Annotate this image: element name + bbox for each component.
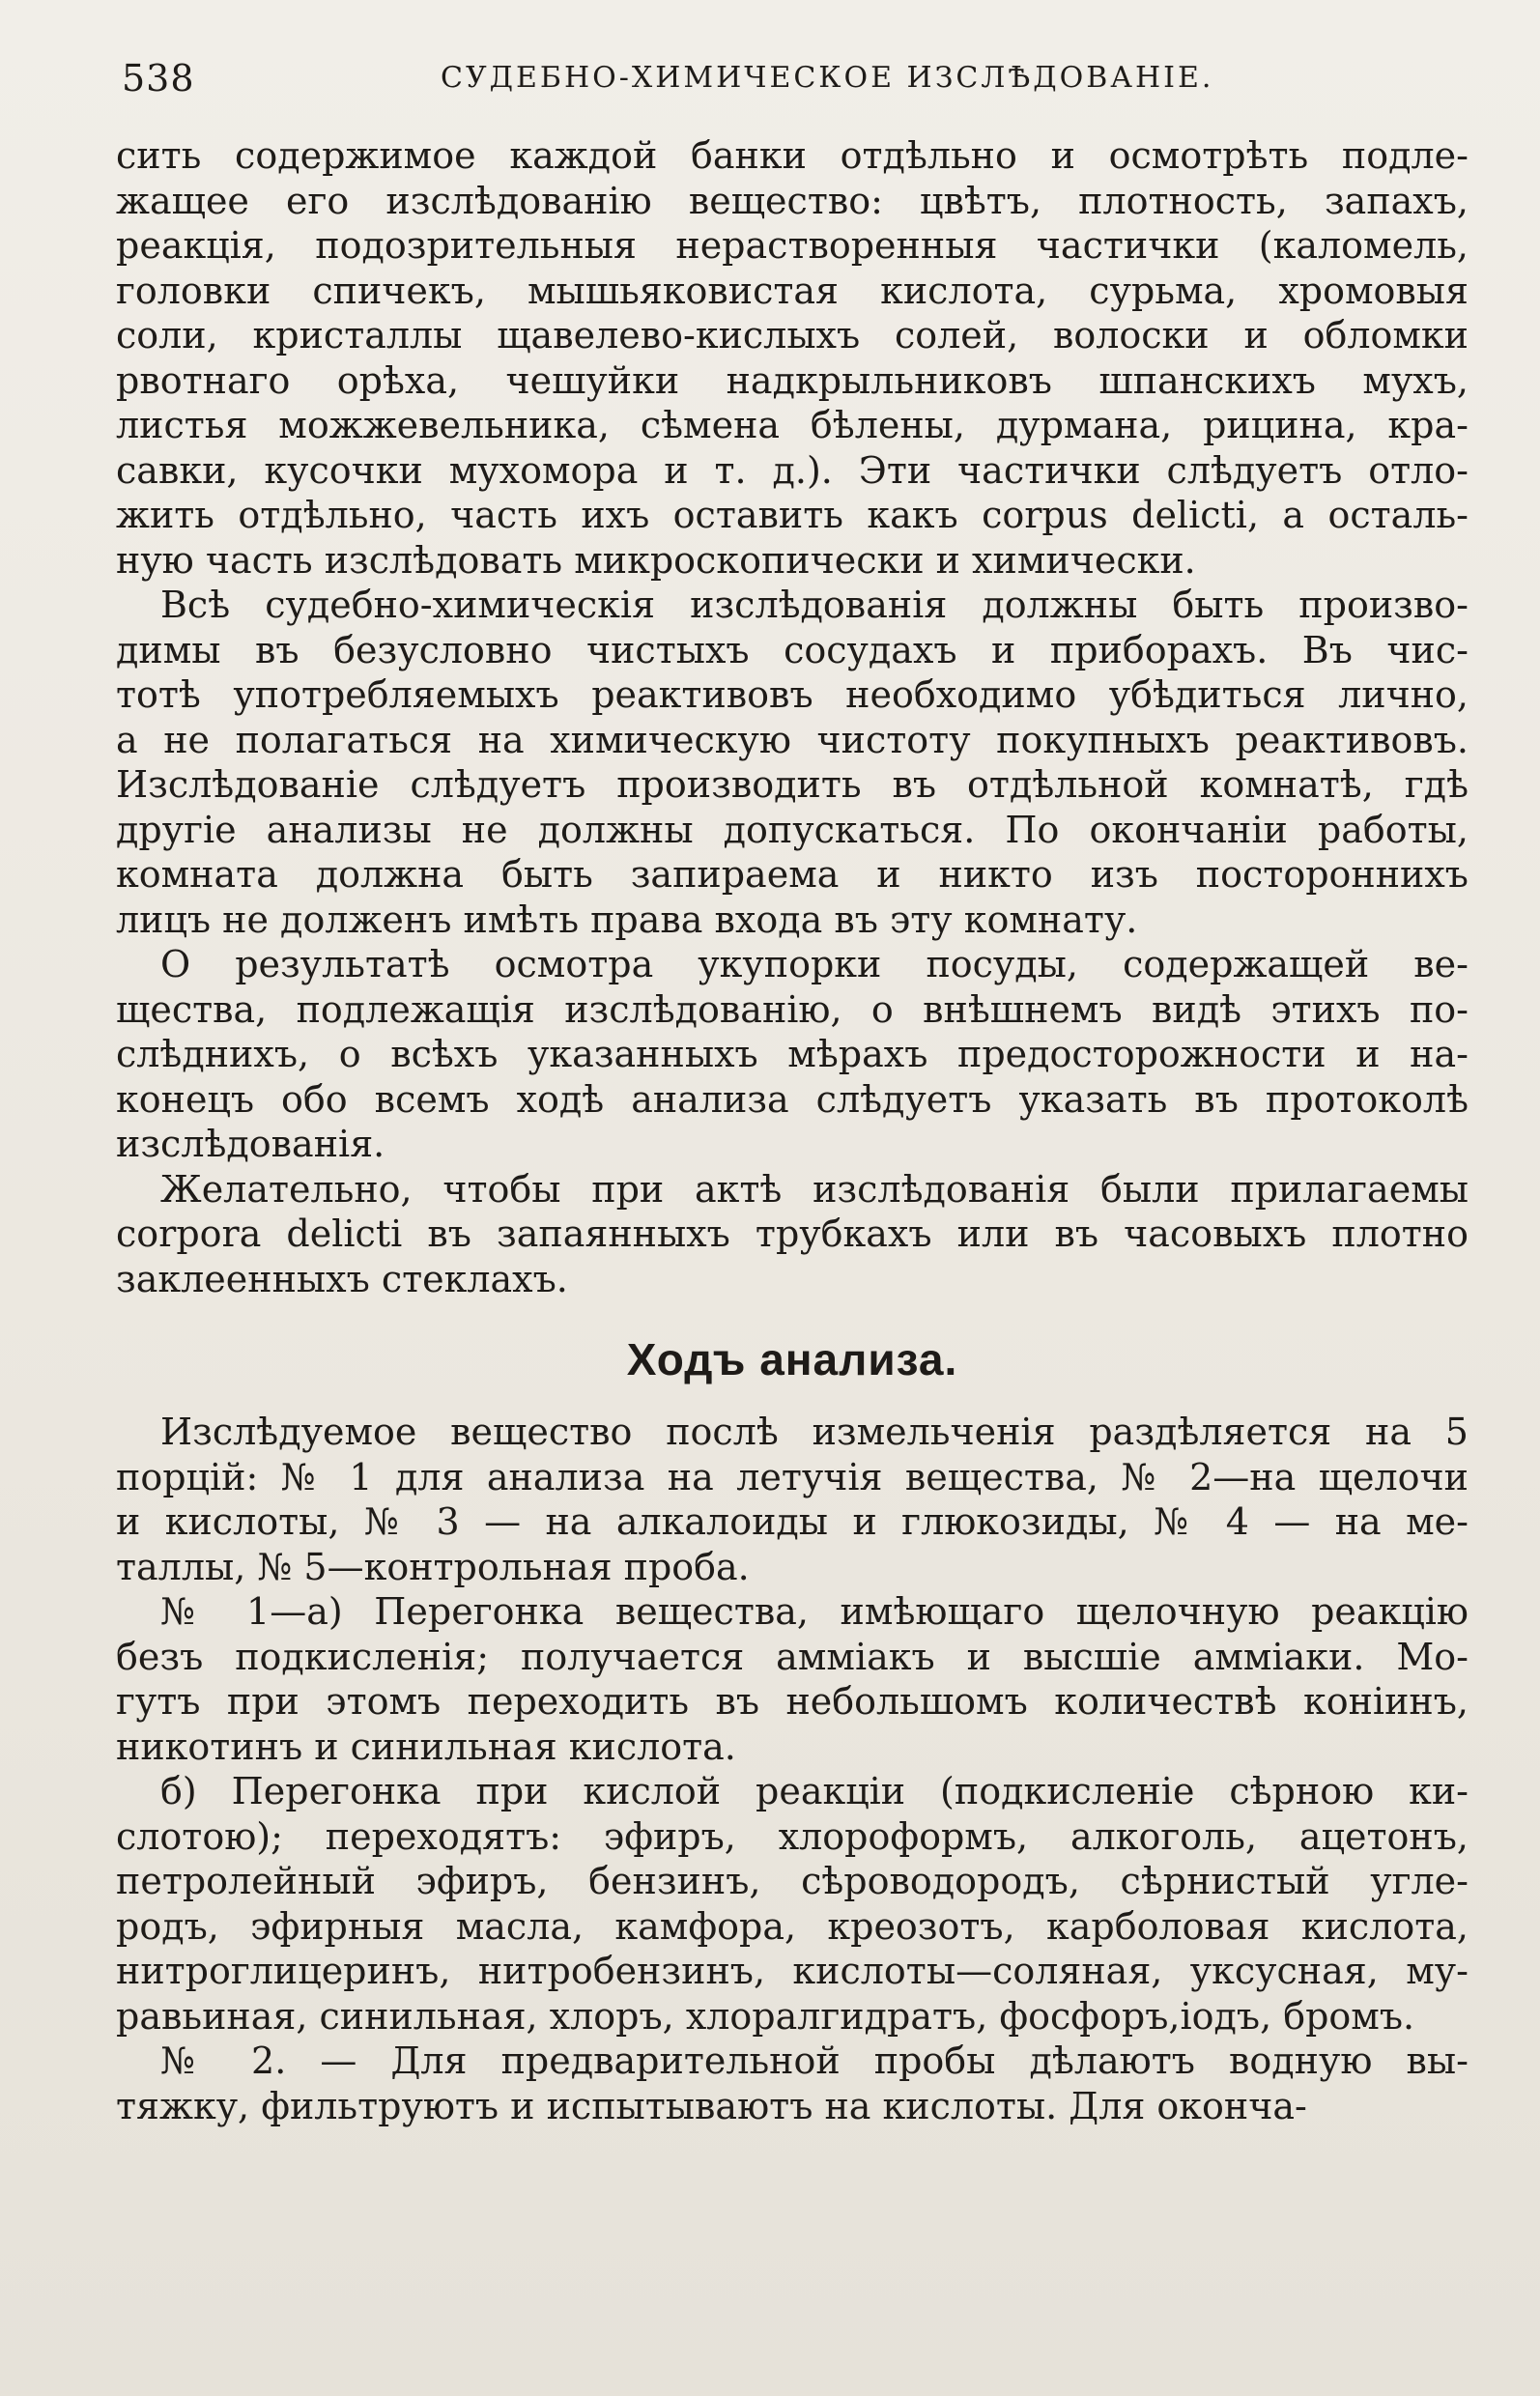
- paragraph: [116, 1167, 1469, 1302]
- text-line: и кислоты, № 3 — на алкалоиды и глюкозиды, № 4 — на ме-: [116, 1500, 1469, 1543]
- text-line: листья можжевельника, сѣмена бѣлены, дурмана, рицина, кра-: [116, 404, 1469, 446]
- text-line: димы въ безусловно чистыхъ сосудахъ и приборахъ. Въ чис-: [116, 628, 1469, 671]
- text-line: б) Перегонка при кислой реакціи (подкисленіе сѣрною ки-: [160, 1770, 1469, 1812]
- paragraph: [116, 133, 1469, 583]
- text-line: а не полагаться на химическую чистоту покупныхъ реактивовъ.: [116, 718, 1469, 761]
- text-line: № 2. — Для предварительной пробы дѣлаютъ водную вы-: [160, 2039, 1469, 2082]
- text-body: [116, 133, 1469, 2128]
- text-line: порцій: № 1 для анализа на летучія вещества, № 2—на щелочи: [116, 1455, 1469, 1498]
- text-line: равьиная, синильная, хлоръ, хлоралгидратъ, фосфоръ,іодъ, бромъ.: [116, 1994, 1415, 2038]
- text-line: другіе анализы не должны допускаться. По окончаніи работы,: [116, 808, 1469, 851]
- text-line: комната должна быть запираема и никто изъ постороннихъ: [116, 853, 1469, 896]
- text-line: рвотнаго орѣха, чешуйки надкрыльниковъ шпанскихъ мухъ,: [116, 358, 1469, 402]
- paragraph: [116, 1769, 1469, 2039]
- text-line: лицъ не долженъ имѣть права входа въ эту комнату.: [116, 898, 1138, 941]
- text-line: № 1—а) Перегонка вещества, имѣющаго щелочную реакцію: [160, 1590, 1469, 1633]
- text-line: слѣднихъ, о всѣхъ указанныхъ мѣрахъ предосторожности и на-: [116, 1033, 1469, 1075]
- text-line: слотою); переходятъ: эфиръ, хлороформъ, алкоголь, ацетонъ,: [116, 1814, 1469, 1858]
- paragraphs-before: [116, 133, 1469, 1301]
- paragraph: [116, 1410, 1469, 1589]
- text-line: нитроглицеринъ, нитробензинъ, кислоты—соляная, уксусная, му-: [116, 1950, 1469, 1992]
- text-line: сить содержимое каждой банки отдѣльно и осмотрѣть подле-: [116, 134, 1469, 177]
- text-line: изслѣдованія.: [116, 1123, 385, 1165]
- paragraph: [116, 2039, 1469, 2128]
- running-head: [122, 54, 1465, 102]
- text-line: савки, кусочки мухомора и т. д.). Эти частички слѣдуетъ отло-: [116, 448, 1469, 492]
- text-line: жащее его изслѣдованію вещество: цвѣтъ, плотность, запахъ,: [116, 179, 1469, 222]
- text-line: жить отдѣльно, часть ихъ оставить какъ corpus delicti, а осталь-: [116, 494, 1469, 536]
- text-line: тотѣ употребляемыхъ реактивовъ необходимо убѣдиться лично,: [116, 673, 1469, 716]
- text-line: Изслѣдованіе слѣдуетъ производить въ отдѣльной комнатѣ, гдѣ: [116, 763, 1469, 806]
- paragraph: [116, 942, 1469, 1167]
- paragraph: [116, 583, 1469, 942]
- page-number: 538: [122, 57, 195, 100]
- text-line: ную часть изслѣдовать микроскопически и химически.: [116, 538, 1196, 582]
- text-line: реакція, подозрительныя нерастворенныя частички (каломель,: [116, 224, 1469, 267]
- text-line: тяжку, фильтруютъ и испытываютъ на кислоты. Для оконча-: [116, 2084, 1307, 2127]
- text-line: петролейный эфиръ, бензинъ, сѣроводородъ, сѣрнистый угле-: [116, 1860, 1469, 1902]
- text-line: конецъ обо всемъ ходѣ анализа слѣдуетъ указать въ протоколѣ: [116, 1077, 1469, 1121]
- text-line: заклеенныхъ стеклахъ.: [116, 1257, 568, 1300]
- text-line: безъ подкисленія; получается амміакъ и высшіе амміаки. Мо-: [116, 1635, 1469, 1678]
- text-line: соли, кристаллы щавелево-кислыхъ солей, волоски и обломки: [116, 314, 1469, 357]
- text-line: Желательно, чтобы при актѣ изслѣдованія были прилагаемы: [160, 1167, 1469, 1211]
- text-line: никотинъ и синильная кислота.: [116, 1725, 736, 1768]
- running-title: СУДЕБНО-ХИМИЧЕСКОЕ ИЗСЛѢДОВАНІЕ.: [441, 61, 1214, 95]
- text-line: Изслѣдуемое вещество послѣ измельченія раздѣляется на 5: [160, 1411, 1469, 1453]
- paragraph: [116, 1589, 1469, 1769]
- text-line: родъ, эфирныя масла, камфора, креозотъ, карболовая кислота,: [116, 1904, 1469, 1948]
- text-line: О результатѣ осмотра укупорки посуды, содержащей ве-: [160, 943, 1469, 985]
- text-line: таллы, № 5—контрольная проба.: [116, 1545, 750, 1588]
- text-line: Всѣ судебно-химическія изслѣдованія должны быть произво-: [160, 584, 1469, 626]
- text-line: гутъ при этомъ переходить въ небольшомъ количествѣ коніинъ,: [116, 1680, 1469, 1723]
- paragraphs-after: [116, 1410, 1469, 2128]
- section-heading: Ходъ анализа.: [626, 1334, 958, 1384]
- text-line: головки спичекъ, мышьяковистая кислота, сурьма, хромовыя: [116, 269, 1469, 312]
- text-line: щества, подлежащія изслѣдованію, о внѣшнемъ видѣ этихъ по-: [116, 987, 1469, 1031]
- text-line: corpora delicti въ запаянныхъ трубкахъ или въ часовыхъ плотно: [116, 1212, 1469, 1255]
